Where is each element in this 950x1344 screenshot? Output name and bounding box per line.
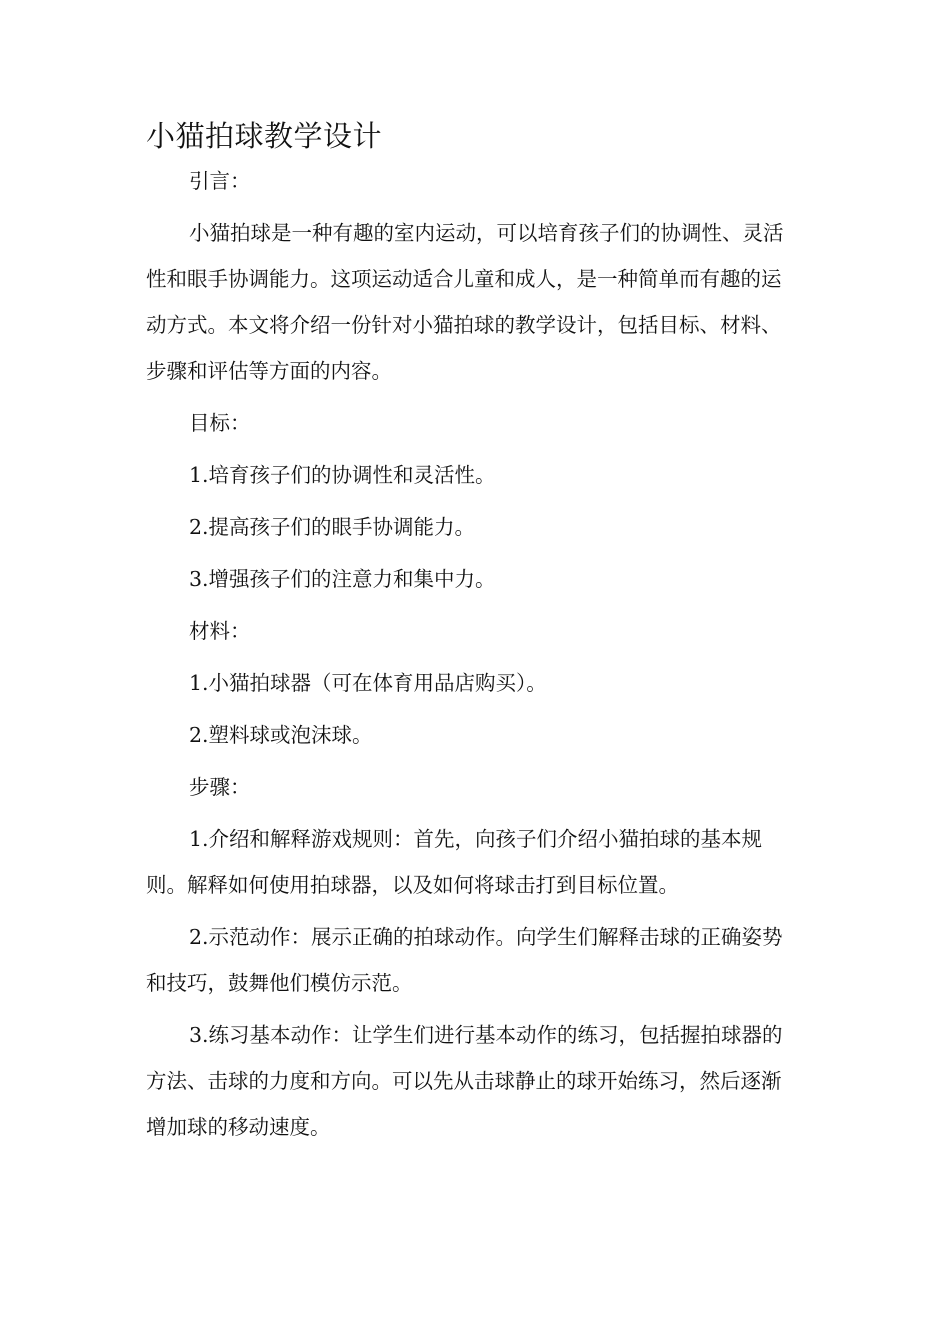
section-heading-steps: 步骤： <box>189 775 251 799</box>
step-item: 3.练习基本动作：让学生们进行基本动作的练习，包括握拍球器的方法、击球的力度和方向。可以先从击球静止的球开始练习，然后逐渐增加球的移动速度。 <box>146 1023 783 1139</box>
document-title: 小猫拍球教学设计 <box>146 119 383 153</box>
goal-item: 1.培育孩子们的协调性和灵活性。 <box>189 463 496 487</box>
goal-item: 3.增强孩子们的注意力和集中力。 <box>189 567 496 591</box>
material-item: 1.小猫拍球器（可在体育用品店购买）。 <box>189 671 547 695</box>
material-item: 2.塑料球或泡沫球。 <box>189 723 373 747</box>
intro-paragraph: 小猫拍球是一种有趣的室内运动，可以培育孩子们的协调性、灵活性和眼手协调能力。这项运动适合儿童和成人，是一种简单而有趣的运动方式。本文将介绍一份针对小猫拍球的教学设计，包括目标、材料、步骤和评估等方面的内容。 <box>146 221 784 383</box>
section-heading-materials: 材料： <box>189 619 251 643</box>
document-body <box>146 158 796 1150</box>
step-item: 2.示范动作：展示正确的拍球动作。向学生们解释击球的正确姿势和技巧，鼓舞他们模仿示范。 <box>146 925 783 995</box>
goal-item: 2.提高孩子们的眼手协调能力。 <box>189 515 476 539</box>
section-heading-intro: 引言： <box>189 169 251 193</box>
section-heading-goals: 目标： <box>189 411 251 435</box>
step-item: 1.介绍和解释游戏规则：首先，向孩子们介绍小猫拍球的基本规则。解释如何使用拍球器，以及如何将球击打到目标位置。 <box>146 827 763 897</box>
